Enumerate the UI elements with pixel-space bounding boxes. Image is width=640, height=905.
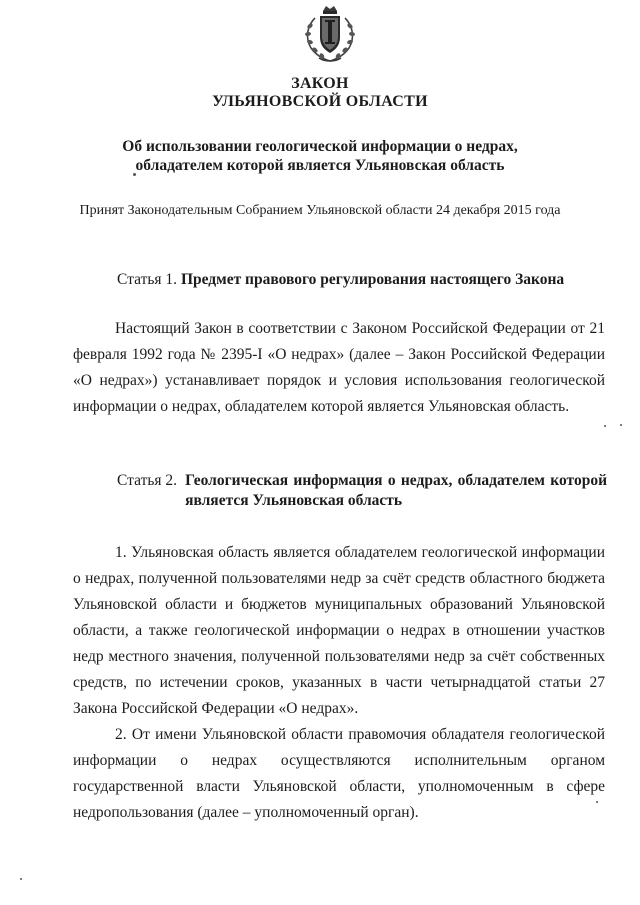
law-type-heading: ЗАКОН [291,75,349,92]
article-2-title: Геологическая информация о недрах, обладателем которой является Ульяновская область [185,472,607,509]
article-2-paragraph-1: 1. Ульяновская область является обладателем геологической информации о недрах, полученной пользователями недр за счёт средств областного бюджета Ульяновской области и бюджетов муниципальных образований Ульяновской области, а также геологической информации о недрах в отношении участков недр местного значения, полученной пользователями недр за счёт собственных средств, по истечении сроков, указанных в части четырнадцатой статьи 27 Закона Российской Федерации «О недрах». [73,544,605,717]
article-2-heading [117,471,607,511]
scan-speck [133,173,136,176]
scan-speck [596,801,598,803]
law-region-heading: УЛЬЯНОВСКОЙ ОБЛАСТИ [212,93,428,110]
scan-speck [620,424,622,426]
article-1-title: Предмет правового регулирования настоящего Закона [180,271,565,288]
scan-speck [20,878,22,880]
coat-of-arms-icon [301,4,359,64]
article-1-label: Статья 1. [117,271,178,288]
adoption-note: Принят Законодательным Собранием Ульяновской области 24 декабря 2015 года [79,203,561,218]
article-1-paragraph-1: Настоящий Закон в соответствии с Законом Российской Федерации от 21 февраля 1992 года № 2395-I «О недрах» (далее – Закон Российской Федерации «О недрах») устанавливает порядок и условия использования геологической информации о недрах, обладателем которой является Ульяновская область. [73,320,605,415]
article-2-paragraph-2: 2. От имени Ульяновской области правомочия обладателя геологической информации о недрах осуществляются исполнительным органом государственной власти Ульяновской области, уполномоченным в сфере недропользования (далее – уполномоченный орган). [73,726,605,821]
law-title-line-1: Об использовании геологической информации о недрах, [122,138,518,155]
scan-speck [604,425,606,427]
law-title-line-2: обладателем которой является Ульяновская область [135,157,505,174]
article-2-label: Статья 2. [117,472,178,489]
law-title [0,137,640,175]
article-1-heading [117,270,617,290]
